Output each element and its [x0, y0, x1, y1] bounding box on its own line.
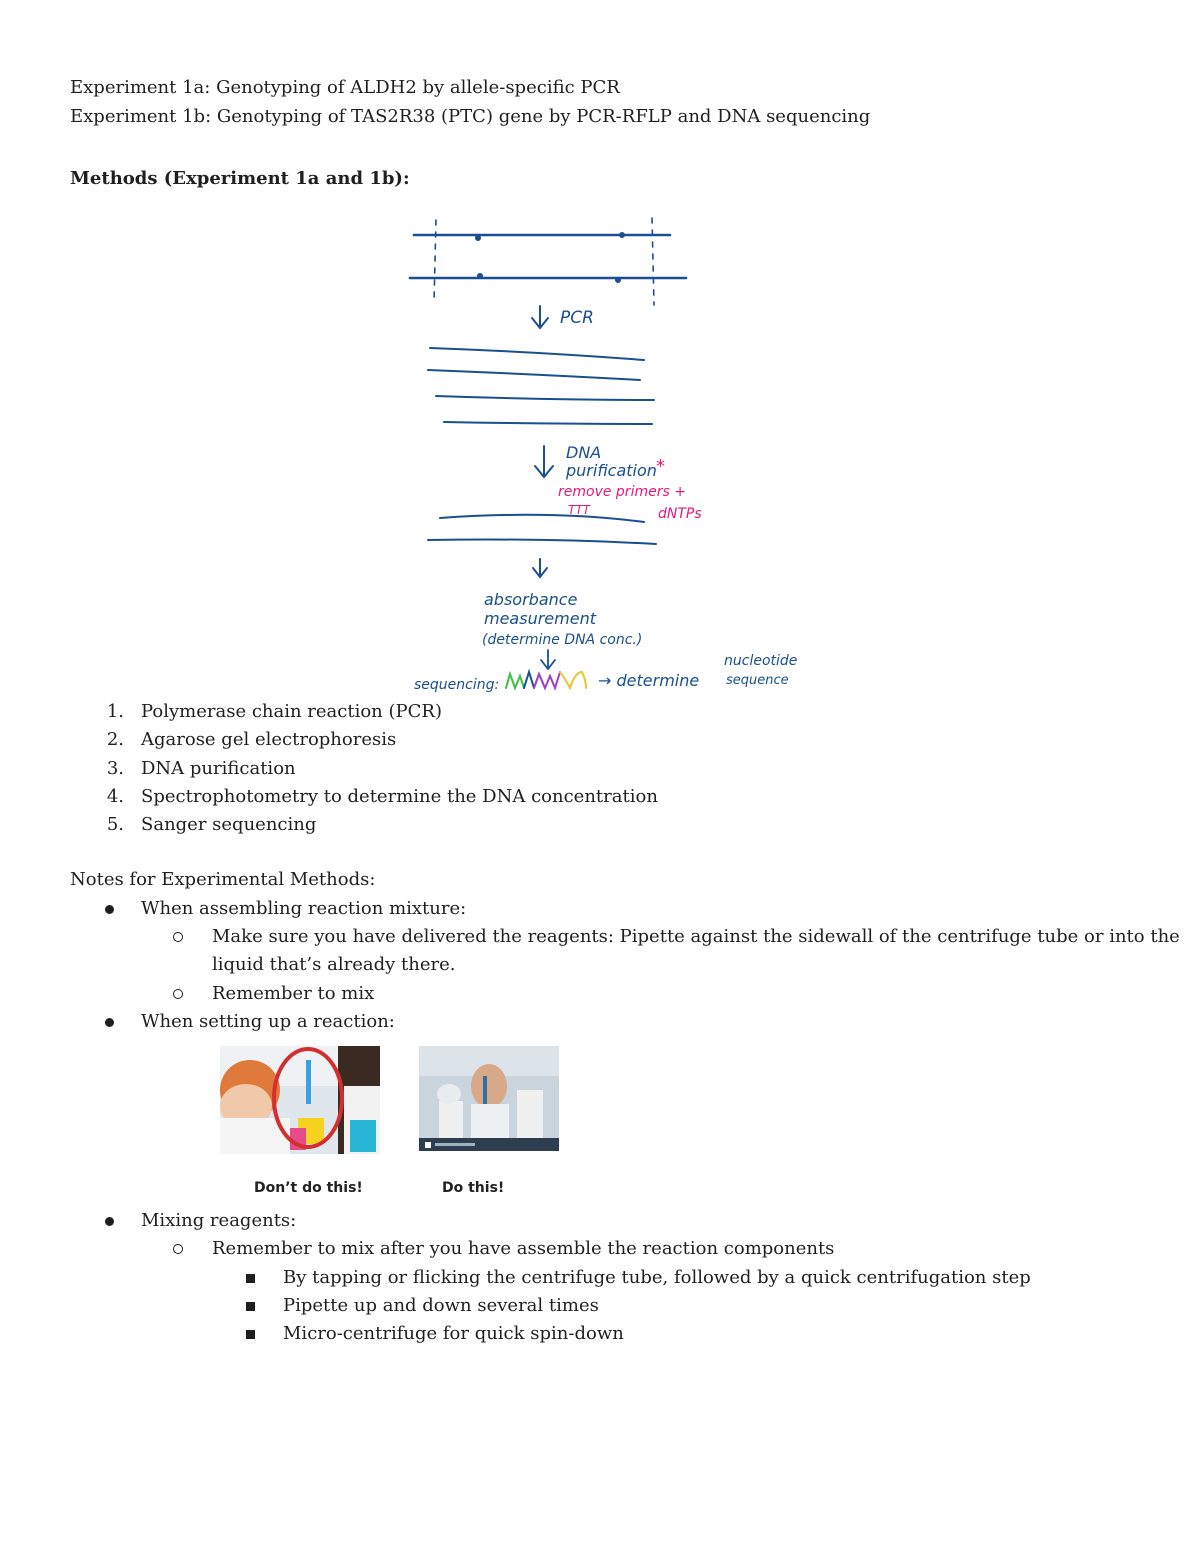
tapping-item: By tapping or flicking the centrifuge tube, followed by a quick centrifugation step: [283, 1267, 1031, 1288]
methods-steps-list: [100, 698, 658, 839]
dntps-label: dNTPs: [658, 506, 702, 522]
pcr-product-strand: [444, 422, 652, 424]
micro-centrifuge-item: Micro-centrifuge for quick spin-down: [283, 1323, 624, 1344]
setting-up-item: When setting up a reaction:: [141, 1011, 395, 1032]
list-item: 3. DNA purification: [106, 757, 296, 779]
trace-peak-ink: [524, 672, 534, 688]
bullet-circle-icon: [173, 923, 183, 951]
determine-conc-label: (determine DNA conc.): [482, 632, 643, 648]
workflow-diagram: [400, 210, 840, 700]
bullet-square-icon: [246, 1292, 255, 1320]
pcr-product-strand: [428, 370, 640, 380]
pcr-label: PCR: [560, 308, 594, 328]
delivered-item-line2: liquid that’s already there.: [212, 954, 456, 975]
primer-boundary-left: [434, 220, 436, 302]
dna-label: DNA: [566, 443, 602, 462]
list-item: 5. Sanger sequencing: [106, 814, 317, 836]
methods-heading: Methods (Experiment 1a and 1b):: [70, 168, 410, 189]
absorbance-label: absorbance: [484, 590, 578, 609]
purification-arrow-icon: [535, 446, 553, 477]
mixing-item: Mixing reagents:: [141, 1210, 297, 1231]
bullet-circle-icon: [173, 980, 183, 1008]
pcr-product-strand: [436, 396, 654, 400]
remember-after-item: Remember to mix after you have assemble the reaction components: [212, 1238, 835, 1259]
sequence-label: sequence: [726, 673, 789, 688]
bullet-disc-icon: [105, 1207, 114, 1235]
experiment-1a-title: Experiment 1a: Genotyping of ALDH2 by allele-specific PCR: [70, 77, 620, 98]
purified-strand: [440, 515, 644, 522]
pcr-arrow-icon: [532, 306, 548, 328]
dont-do-this-caption: Don’t do this!: [254, 1180, 363, 1196]
determine-label: → determine: [598, 671, 700, 690]
bullet-circle-icon: [173, 1235, 183, 1263]
ttt-label: TTT: [568, 503, 590, 517]
trace-peak-yellow: [560, 672, 586, 688]
trace-peak-purple: [534, 672, 560, 688]
bullet-disc-icon: [105, 895, 114, 923]
pcr-product-strand: [430, 348, 644, 360]
measurement-label: measurement: [484, 609, 596, 628]
primer-dot: [476, 236, 481, 241]
nucleotide-label: nucleotide: [724, 653, 798, 669]
notes-heading: Notes for Experimental Methods:: [70, 869, 376, 890]
asterisk-label: *: [656, 456, 665, 477]
absorbance-arrow-icon: [533, 559, 547, 577]
list-item: 4. Spectrophotometry to determine the DNA concentration: [106, 785, 658, 807]
dont-do-this-photo: [220, 1046, 380, 1154]
bullet-square-icon: [246, 1264, 255, 1292]
trace-peak-green: [506, 674, 524, 688]
bullet-square-icon: [246, 1320, 255, 1348]
sequencing-arrow-icon: [541, 650, 555, 669]
list-item: 1. Polymerase chain reaction (PCR): [106, 701, 442, 722]
list-item: 2. Agarose gel electrophoresis: [106, 729, 397, 751]
primer-dot: [620, 233, 625, 238]
remember-mix-item: Remember to mix: [212, 983, 375, 1004]
delivered-item-line1: Make sure you have delivered the reagents: Pipette against the sidewall of the centrifuge tube or into the: [212, 926, 1180, 947]
purified-strand: [428, 540, 656, 545]
primer-boundary-right: [652, 218, 654, 305]
experiment-1b-title: Experiment 1b: Genotyping of TAS2R38 (PTC) gene by PCR-RFLP and DNA sequencing: [70, 106, 871, 127]
do-this-photo: [419, 1046, 559, 1151]
sequencing-label: sequencing:: [414, 677, 500, 693]
primer-dot: [478, 274, 483, 279]
assembling-item: When assembling reaction mixture:: [141, 898, 467, 919]
pipette-item: Pipette up and down several times: [283, 1295, 599, 1316]
remove-primers-label: remove primers +: [558, 484, 686, 500]
purification-label: purification: [566, 461, 657, 480]
do-this-caption: Do this!: [442, 1180, 505, 1196]
bullet-disc-icon: [105, 1008, 114, 1036]
primer-dot: [616, 278, 621, 283]
